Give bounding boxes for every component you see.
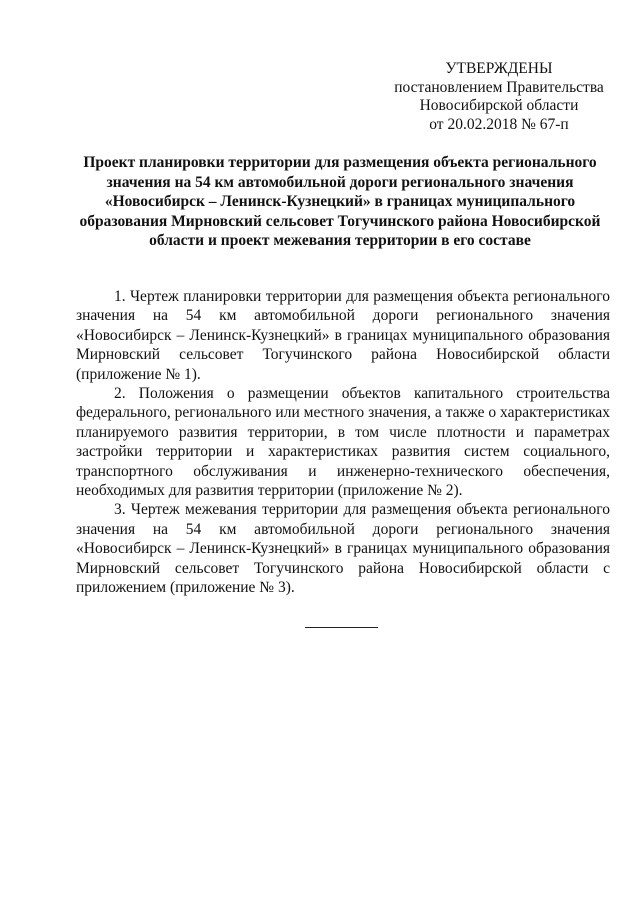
list-item-3: 3. Чертеж межевания территории для размещения объекта регионального значения на 54 км автомобильной дороги регионального значения «Новосибирск – Ленинск-Кузнецкий» в границах муниципального образования Мирновский сельсовет Тогучинского района Новосибирской области с приложением (приложение № 3).	[76, 501, 610, 597]
approval-heading: УТВЕРЖДЕНЫ	[445, 60, 553, 77]
end-separator	[305, 627, 378, 628]
list-item-2: 2. Положения о размещении объектов капитального строительства федерального, регионального или местного значения, а также о характеристиках планируемого развития территории, в том числе плотности и параметрах застройки территории и характеристиках развития систем социального, транспортного обслуживания и инженерно-технического обеспечения, необходимых для развития территории (приложение № 2).	[76, 385, 610, 500]
approval-resolution: постановлением Правительства	[394, 78, 604, 96]
document-title: Проект планировки территории для размещения объекта регионального значения на 54 км автомобильной дороги регионального значения «Новосибирск – Ленинск-Кузнецкий» в границах муниципального образования Мирновский сельсовет Тогучинского района Новосибирской области и проект межевания территории в его составе	[79, 154, 601, 249]
approval-region: Новосибирской области	[419, 97, 579, 114]
document-body	[76, 287, 610, 598]
approval-date-number: от 20.02.2018 № 67-п	[429, 115, 569, 133]
list-item-1: 1. Чертеж планировки территории для размещения объекта регионального значения на 54 км автомобильной дороги регионального значения «Новосибирск – Ленинск-Кузнецкий» в границах муниципального образования Мирновский сельсовет Тогучинского района Новосибирской области (приложение № 1).	[76, 288, 610, 383]
approval-block	[388, 60, 610, 134]
